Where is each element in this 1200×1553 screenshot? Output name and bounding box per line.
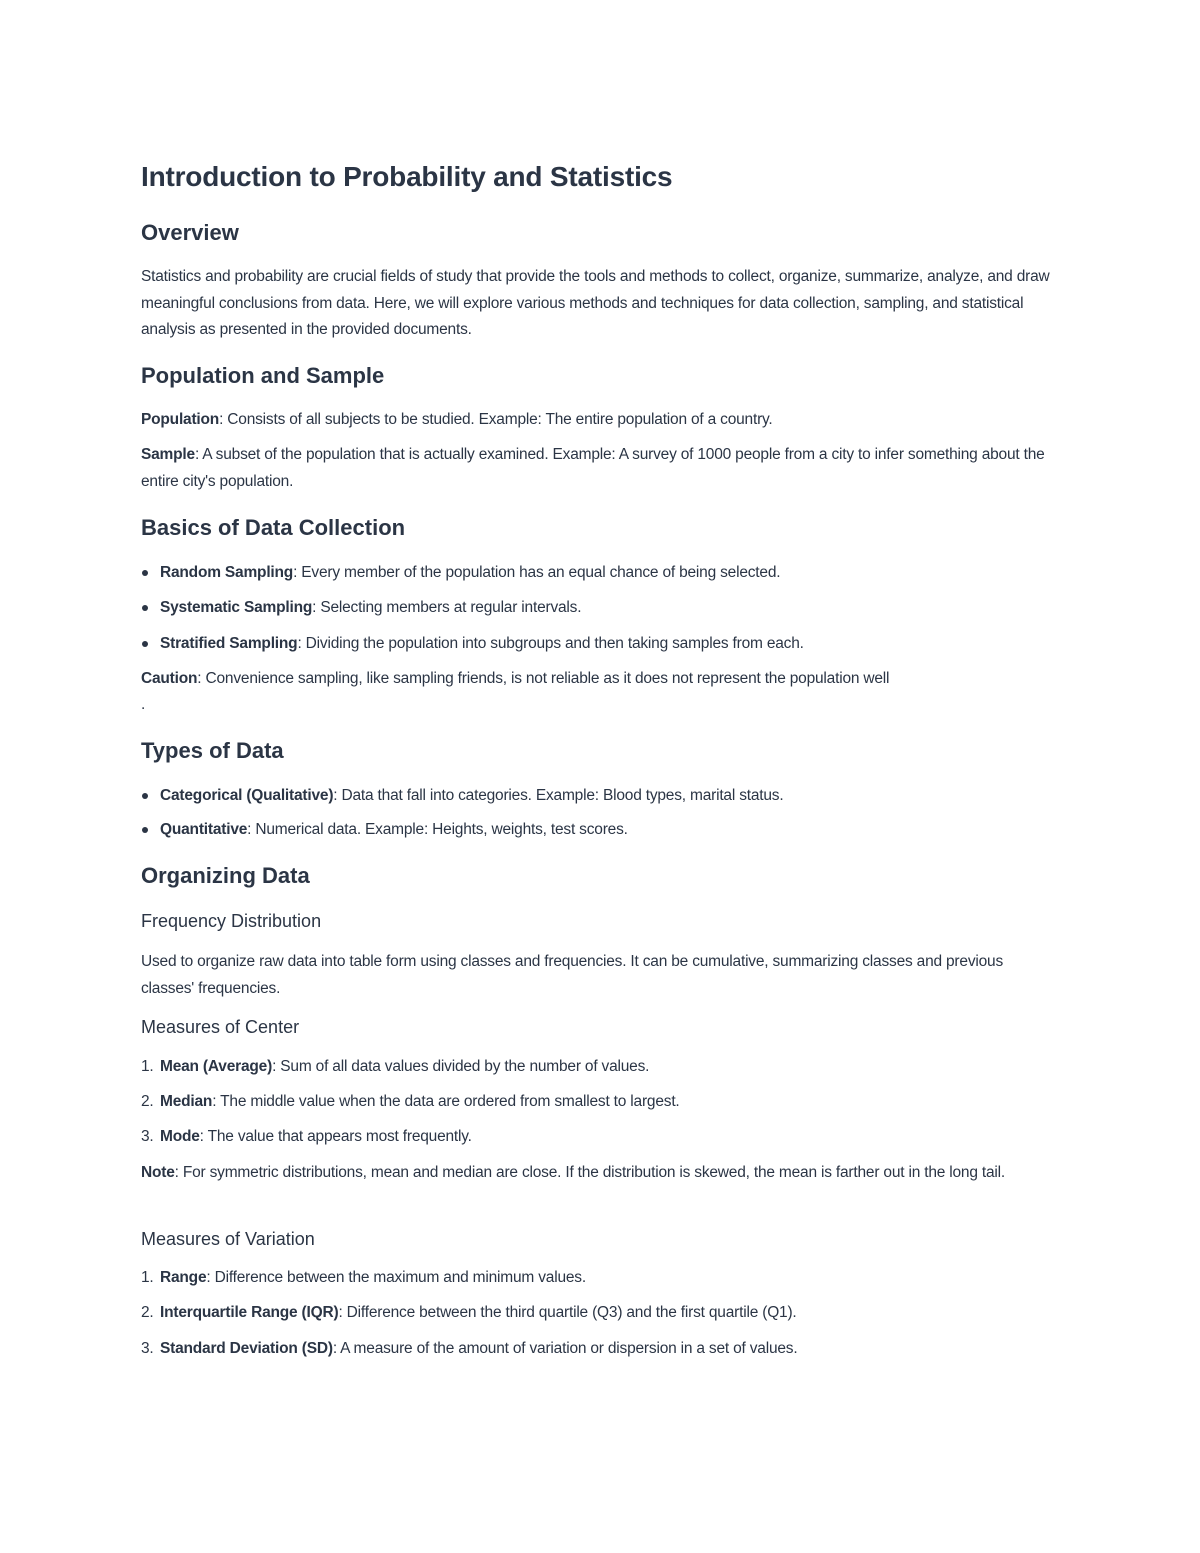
data-collection-heading: Basics of Data Collection [141, 515, 406, 540]
list-item-text: : Sum of all data values divided by the number of values. [272, 1058, 650, 1075]
list-item [141, 1055, 649, 1079]
list-item [141, 1125, 472, 1149]
list-item-text: : Difference between the third quartile (Q3) and the first quartile (Q1). [338, 1304, 797, 1321]
list-item [141, 818, 628, 842]
frequency-distribution-heading: Frequency Distribution [141, 911, 322, 931]
document-title: Introduction to Probability and Statistics [141, 161, 673, 192]
list-item-term: Quantitative [160, 821, 248, 838]
bullet-icon [142, 827, 148, 833]
sample-definition [141, 442, 1056, 495]
center-note [141, 1160, 1056, 1187]
sample-term: Sample [141, 446, 195, 463]
list-item-term: Categorical (Qualitative) [160, 787, 334, 804]
note-text: : For symmetric distributions, mean and median are close. If the distribution is skewed, the mean is farther out in the long tail. [174, 1164, 1006, 1181]
note-term: Note [141, 1164, 175, 1181]
sample-text: : A subset of the population that is actually examined. Example: A survey of 1000 people from a city to infer something about the entire city's population. [141, 446, 1045, 490]
list-item-term: Median [160, 1093, 213, 1110]
list-item [141, 1337, 797, 1361]
caution-text: : Convenience sampling, like sampling friends, is not reliable as it does not represent the population well [197, 670, 890, 687]
list-item-number: 1. [141, 1269, 154, 1286]
list-item-number: 2. [141, 1304, 154, 1321]
list-item-number: 2. [141, 1093, 154, 1110]
list-item-text: : Numerical data. Example: Heights, weights, test scores. [247, 821, 628, 838]
population-text: : Consists of all subjects to be studied. Example: The entire population of a country. [219, 411, 773, 428]
list-item [141, 561, 780, 585]
list-item-text: : The value that appears most frequently. [199, 1128, 472, 1145]
overview-paragraph: Statistics and probability are crucial fields of study that provide the tools and methods to collect, organize, summarize, analyze, and draw meaningful conclusions from data. Here, we will explore various methods and techniques for data collection, sampling, and statistical analysis as presented in the provided documents. [141, 268, 1050, 338]
list-item [141, 1090, 680, 1114]
caution-note [141, 667, 889, 691]
bullet-icon [142, 793, 148, 799]
bullet-icon [142, 570, 148, 576]
list-item-text: : The middle value when the data are ordered from smallest to largest. [212, 1093, 680, 1110]
caution-tail: . [141, 696, 146, 713]
list-item-text: : Dividing the population into subgroups and then taking samples from each. [297, 635, 804, 652]
list-item-term: Standard Deviation (SD) [160, 1340, 333, 1357]
overview-heading: Overview [141, 220, 239, 245]
list-item-text: : Data that fall into categories. Example: Blood types, marital status. [333, 787, 784, 804]
list-item-term: Mean (Average) [160, 1058, 273, 1075]
measures-of-variation-heading: Measures of Variation [141, 1229, 315, 1249]
list-item-text: : Selecting members at regular intervals. [312, 599, 582, 616]
bullet-icon [142, 641, 148, 647]
list-item [141, 632, 804, 656]
measures-of-center-heading: Measures of Center [141, 1017, 300, 1037]
list-item-number: 3. [141, 1128, 154, 1145]
list-item-term: Interquartile Range (IQR) [160, 1304, 339, 1321]
caution-term: Caution [141, 670, 198, 687]
list-item-text: : Difference between the maximum and minimum values. [206, 1269, 586, 1286]
list-item-number: 3. [141, 1340, 154, 1357]
list-item-term: Stratified Sampling [160, 635, 298, 652]
organizing-data-heading: Organizing Data [141, 863, 310, 888]
types-of-data-heading: Types of Data [141, 738, 284, 763]
list-item [141, 1301, 797, 1325]
list-item-term: Range [160, 1269, 207, 1286]
frequency-distribution-paragraph: Used to organize raw data into table form using classes and frequencies. It can be cumulative, summarizing classes and previous classes' frequencies. [141, 953, 1003, 997]
list-item-text: : A measure of the amount of variation or dispersion in a set of values. [332, 1340, 798, 1357]
list-item [141, 1266, 586, 1290]
list-item-term: Systematic Sampling [160, 599, 313, 616]
list-item [141, 596, 581, 620]
list-item-number: 1. [141, 1058, 154, 1075]
list-item-term: Random Sampling [160, 564, 294, 581]
list-item-text: : Every member of the population has an equal chance of being selected. [293, 564, 781, 581]
bullet-icon [142, 605, 148, 611]
list-item [141, 784, 783, 808]
population-term: Population [141, 411, 220, 428]
list-item-term: Mode [160, 1128, 200, 1145]
population-sample-heading: Population and Sample [141, 363, 385, 388]
population-definition [141, 408, 773, 432]
